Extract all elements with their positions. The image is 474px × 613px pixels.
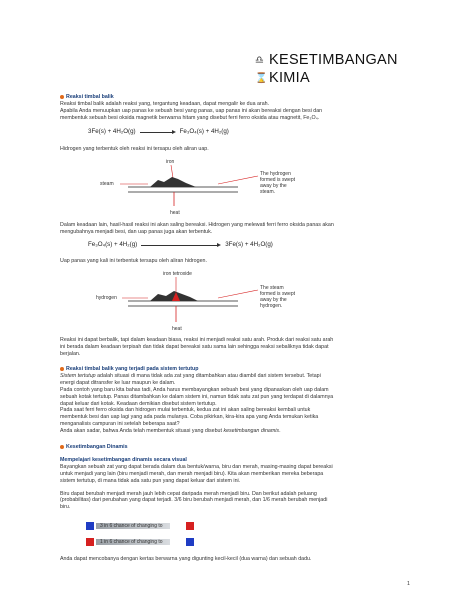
section-reaksi-intro <box>60 94 420 122</box>
blue-square-icon <box>86 522 94 530</box>
note-line: away by the <box>260 297 287 303</box>
paragraph: Reaksi timbal balik adalah reaksi yang, tergantung keadaan, dapat mengalir ke dua arah. <box>60 100 270 107</box>
chance-text: 1 in 6 chance of changing to <box>100 539 163 545</box>
note-line: away by the <box>260 183 287 189</box>
chance-row-red <box>90 538 390 546</box>
paragraph: Bayangkan sebuah zat yang dapat berada dalam dua bentuk/warna, biru dan merah, masing-masing dapat bereaksi <box>60 463 333 470</box>
section-sistem-tertutup <box>60 366 420 435</box>
note-line: formed is swept <box>260 177 296 183</box>
label-steam: steam <box>100 181 114 187</box>
section-reaksi-reverse <box>60 222 420 236</box>
red-square-icon <box>186 522 194 530</box>
paragraph: Anda dapat mencobanya dengan kertas berwarna yang digunting kecil-kecil (dua warna) dan sebuah dadu. <box>60 556 312 562</box>
label-hydrogen: hydrogen <box>96 295 117 301</box>
paragraph: sebuah kotak tertutup. Panas ditambahkan ke dalam sistem ini, namun tidak satu zat pun yang terdapat di dalamnya <box>60 393 334 400</box>
diagram-oxide-hydrogen <box>88 268 338 334</box>
paragraph: menganalisis campuran ini setelah beberapa saat? <box>60 421 180 428</box>
paragraph: energi dapat ditransfer ke luar maupun ke dalam. <box>60 379 176 386</box>
equation-right: Fe₃O₄(s) + 4H₂(g) <box>179 128 229 135</box>
equation-right: 3Fe(s) + 4H₂O(g) <box>225 241 273 248</box>
note-line: steam. <box>260 189 276 195</box>
paragraph: biru. <box>60 504 71 511</box>
chance-text: 3 in 6 chance of changing to <box>100 523 163 529</box>
section-heading: Reaksi timbal balik yang terjadi pada sistem tertutup <box>60 366 420 373</box>
chance-row-blue <box>90 522 390 530</box>
paragraph: untuk menjadi yang lain (biru menjadi merah, dan merah menjadi biru). Kita akan memberikan mereka beberapa <box>60 470 324 477</box>
title-text-2: KIMIA <box>269 70 310 86</box>
paragraph: dapat keluar dari kotak. Keadaan demikian disebut sistem tertutup. <box>60 400 217 407</box>
section-kesetimbangan-dinamis <box>60 444 420 511</box>
paragraph: Biru dapat berubah menjadi merah jauh lebih cepat daripada merah menjadi biru. Dan berikut adalah peluang <box>60 490 317 497</box>
section-reaksi-conclusion <box>60 337 420 358</box>
paragraph: sistem tertutup, di mana tidak ada satu pun yang dapat keluar dari sistem ini. <box>60 477 241 484</box>
libra-icon: ♎ <box>255 54 264 66</box>
paragraph: Apabila Anda menuupkan uap panas ke sebuah besi yang panas, uap panas ini akan bereaksi dengan besi dan <box>60 107 323 114</box>
note-line: The hydrogen <box>260 171 291 177</box>
paragraph: Reaksi ini dapat berbalik, tapi dalam keadaan biasa, reaksi ini menjadi reaksi satu arah. Produk dari reaksi satu arah <box>60 337 334 343</box>
note-line: The steam <box>260 285 284 291</box>
paragraph: mengubahnya menjadi besi, dan uap panas juga akan terbentuk. <box>60 228 213 235</box>
hourglass-icon: ⌛ <box>255 72 268 84</box>
section-heading: Kesetimbangan Dinamis <box>60 444 420 451</box>
equation-1 <box>88 128 229 135</box>
arrow-right-icon <box>141 242 221 248</box>
equation-2 <box>88 241 273 248</box>
paragraph: Hidrogen yang terbentuk oleh reaksi ini tersapu oleh aliran uap. <box>60 146 209 152</box>
paragraph: ini berada dalam keadaan terpisah dan tidak dapat bereaksi satu sama lain sehingga reaksi sebaliknya tidak dapat <box>60 343 329 350</box>
paragraph: (probabilitas) dari perubahan yang dapat terjadi. 3/6 biru berubah menjadi merah, dan 1/6 merah berubah menjadi <box>60 497 328 504</box>
title-text-1: KESETIMBANGAN <box>269 52 398 68</box>
label-heat: heat <box>170 210 180 216</box>
paragraph: Pada contoh yang baru kita bahas tadi, Anda harus membayangkan sebuah besi yang dipanaskan oleh uap dalam <box>60 386 329 393</box>
bullet-icon <box>60 445 64 449</box>
page-number: 1 <box>407 581 410 587</box>
note-line: formed is swept <box>260 291 296 297</box>
paragraph: Sistem tertutup adalah situasi di mana tidak ada zat yang ditambahkan atau diambil dari sistem tersebut. Tetapi <box>60 372 321 379</box>
paragraph: membentuk besi dan uap lagi yang ada pada mulanya. Coba pikirkan, kira-kira apa yang Anda temukan ketika <box>60 414 319 421</box>
section-heading: Reaksi timbal balik <box>60 94 420 101</box>
bullet-icon <box>60 367 64 371</box>
red-square-icon <box>86 538 94 546</box>
equation-left: 3Fe(s) + 4H₂O(g) <box>88 128 136 135</box>
paragraph: Pada saat ferri ferro oksida dan hidrogen mulai terbentuk, kedua zat ini akan saling bereaksi kembali untuk <box>60 407 311 414</box>
arrow-right-icon <box>140 129 176 135</box>
iron-pile <box>150 177 196 187</box>
note-line: hydrogen. <box>260 303 283 309</box>
title-line-1 <box>255 52 398 68</box>
paragraph: Uap panas yang kali ini terbentuk tersapu oleh aliran hidrogen. <box>60 258 207 264</box>
paragraph: berjalan. <box>60 350 81 357</box>
label-iron-tetroxide: iron tetroxide <box>163 271 192 277</box>
label-iron: iron <box>166 159 175 165</box>
label-heat: heat <box>172 326 182 332</box>
blue-square-icon <box>186 538 194 546</box>
title-line-2 <box>255 70 310 86</box>
equation-left: Fe₃O₄(s) + 4H₂(g) <box>88 241 138 248</box>
paragraph: Anda akan sadar, bahwa Anda telah membentuk situasi yang disebut kesetimbangan dinamis. <box>60 428 281 435</box>
bullet-icon <box>60 95 64 99</box>
paragraph: Dalam keadaan lain, hasil-hasil reaksi ini akan saling bereaksi. Hidrogen yang melewati ferri ferro oksida panas akan <box>60 222 334 228</box>
diagram-iron-steam <box>88 156 338 218</box>
paragraph: membentuk sebuah besi oksida magnetik berwarna hitam yang disebut ferri ferro oksida atau magnetit, Fe₃O₄. <box>60 114 320 121</box>
sub-heading: Mempelajari kesetimbangan dinamis secara visual <box>60 456 187 463</box>
